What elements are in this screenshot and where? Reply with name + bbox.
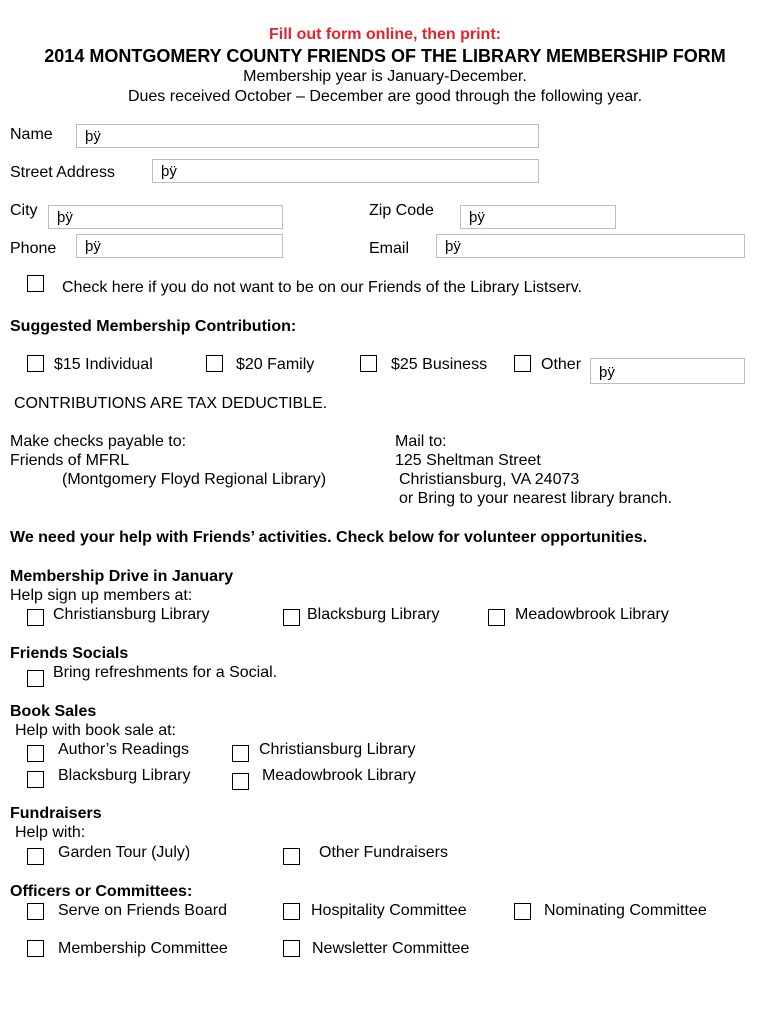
nominating-committee-label: Nominating Committee [544, 902, 707, 919]
individual-label: $15 Individual [54, 356, 153, 373]
business-checkbox[interactable] [360, 355, 377, 372]
socials-refreshments-checkbox[interactable] [27, 670, 44, 687]
sales-authors-readings-label: Author’s Readings [58, 741, 190, 758]
checks-payable-label: Make checks payable to: [10, 433, 187, 450]
sales-christiansburg-label: Christiansburg Library [259, 741, 416, 758]
drive-christiansburg-label: Christiansburg Library [53, 606, 210, 623]
membership-drive-sub: Help sign up members at: [10, 587, 193, 604]
mail-city: Christiansburg, VA 24073 [399, 471, 580, 488]
email-field[interactable]: þÿ [436, 234, 745, 258]
individual-checkbox[interactable] [27, 355, 44, 372]
garden-tour-label: Garden Tour (July) [58, 844, 191, 861]
city-field[interactable]: þÿ [48, 205, 283, 229]
email-label: Email [369, 240, 410, 257]
family-checkbox[interactable] [206, 355, 223, 372]
other-fundraisers-label: Other Fundraisers [319, 844, 448, 861]
drive-meadowbrook-label: Meadowbrook Library [515, 606, 669, 623]
form-title: 2014 MONTGOMERY COUNTY FRIENDS OF THE LIBRARY MEMBERSHIP FORM [44, 46, 726, 66]
street-address-label: Street Address [10, 164, 115, 181]
garden-tour-checkbox[interactable] [27, 848, 44, 865]
payee-full-name: (Montgomery Floyd Regional Library) [62, 471, 327, 488]
sales-blacksburg-label: Blacksburg Library [58, 767, 191, 784]
other-fundraisers-checkbox[interactable] [283, 848, 300, 865]
listserv-opt-out-checkbox[interactable] [27, 275, 44, 292]
book-sales-sub: Help with book sale at: [15, 722, 176, 739]
newsletter-committee-checkbox[interactable] [283, 940, 300, 957]
friends-board-checkbox[interactable] [27, 903, 44, 920]
friends-board-label: Serve on Friends Board [58, 902, 227, 919]
phone-label: Phone [10, 240, 57, 257]
instruction-text: Fill out form online, then print: [269, 26, 501, 43]
membership-year-note: Membership year is January-December. [243, 68, 527, 85]
zip-code-label: Zip Code [369, 202, 434, 219]
drive-blacksburg-label: Blacksburg Library [307, 606, 440, 623]
street-address-field[interactable]: þÿ [152, 159, 539, 183]
fundraisers-sub: Help with: [15, 824, 86, 841]
sales-authors-readings-checkbox[interactable] [27, 745, 44, 762]
other-checkbox[interactable] [514, 355, 531, 372]
mail-to-label: Mail to: [395, 433, 447, 450]
tax-deductible-note: CONTRIBUTIONS ARE TAX DEDUCTIBLE. [14, 395, 328, 412]
payee-name: Friends of MFRL [10, 452, 130, 469]
mail-street: 125 Sheltman Street [395, 452, 541, 469]
hospitality-committee-checkbox[interactable] [283, 903, 300, 920]
sales-meadowbrook-label: Meadowbrook Library [262, 767, 416, 784]
name-label: Name [10, 126, 53, 143]
hospitality-committee-label: Hospitality Committee [311, 902, 467, 919]
other-label: Other [541, 356, 582, 373]
membership-committee-checkbox[interactable] [27, 940, 44, 957]
membership-drive-heading: Membership Drive in January [10, 568, 234, 585]
bring-to-branch-note: or Bring to your nearest library branch. [399, 490, 673, 507]
sales-meadowbrook-checkbox[interactable] [232, 773, 249, 790]
city-label: City [10, 202, 38, 219]
business-label: $25 Business [391, 356, 488, 373]
drive-christiansburg-checkbox[interactable] [27, 609, 44, 626]
listserv-opt-out-label: Check here if you do not want to be on our Friends of the Library Listserv. [62, 279, 582, 296]
drive-blacksburg-checkbox[interactable] [283, 609, 300, 626]
sales-blacksburg-checkbox[interactable] [27, 771, 44, 788]
friends-socials-heading: Friends Socials [10, 645, 129, 662]
newsletter-committee-label: Newsletter Committee [312, 940, 470, 957]
name-field[interactable]: þÿ [76, 124, 539, 148]
nominating-committee-checkbox[interactable] [514, 903, 531, 920]
contribution-heading: Suggested Membership Contribution: [10, 318, 297, 335]
volunteer-heading: We need your help with Friends’ activities. Check below for volunteer opportunities. [10, 529, 648, 546]
zip-code-field[interactable]: þÿ [460, 205, 616, 229]
fundraisers-heading: Fundraisers [10, 805, 102, 822]
drive-meadowbrook-checkbox[interactable] [488, 609, 505, 626]
family-label: $20 Family [236, 356, 315, 373]
dues-note: Dues received October – December are good through the following year. [127, 88, 643, 105]
membership-committee-label: Membership Committee [58, 940, 228, 957]
officers-heading: Officers or Committees: [10, 883, 193, 900]
phone-field[interactable]: þÿ [76, 234, 283, 258]
sales-christiansburg-checkbox[interactable] [232, 745, 249, 762]
other-amount-field[interactable]: þÿ [590, 358, 745, 384]
book-sales-heading: Book Sales [10, 703, 97, 720]
socials-refreshments-label: Bring refreshments for a Social. [53, 664, 278, 681]
